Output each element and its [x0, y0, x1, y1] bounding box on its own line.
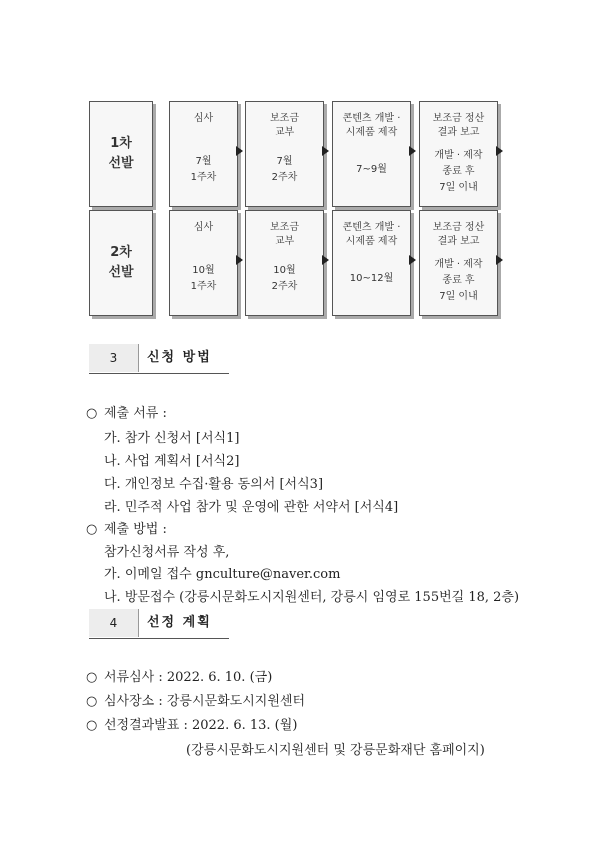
- text-line: [86, 666, 272, 685]
- circle-bullet-icon: ○: [86, 694, 98, 709]
- step-text: 시제품 제작: [345, 127, 398, 138]
- text-line: [104, 541, 229, 560]
- text-line: [186, 739, 485, 758]
- schedule-step-box: [419, 101, 498, 207]
- line-text: 다. 개인정보 수집·활용 동의서 [서식3]: [104, 477, 324, 492]
- section-underline: [89, 638, 229, 639]
- schedule-step-box: [169, 210, 238, 316]
- section-title: 선정 계획: [147, 615, 212, 630]
- text-line: [104, 496, 398, 515]
- line-text: 제출 방법 :: [104, 522, 167, 537]
- flow-arrow-icon: [409, 255, 416, 265]
- flow-arrow-icon: [409, 146, 416, 156]
- step-text: 7일 이내: [439, 291, 478, 302]
- step-text: 7일 이내: [439, 182, 478, 193]
- step-text: 1주차: [190, 281, 217, 292]
- text-line: [104, 586, 519, 605]
- section-3-heading: [89, 344, 229, 374]
- flow-arrow-icon: [496, 255, 503, 265]
- text-line: [86, 690, 305, 709]
- line-text: 나. 방문접수 (강릉시문화도시지원센터, 강릉시 임영로 155번길 18, 2층): [104, 590, 520, 605]
- circle-bullet-icon: ○: [86, 670, 98, 685]
- line-text: 나. 사업 계획서 [서식2]: [104, 454, 240, 469]
- text-line: [86, 714, 297, 733]
- stage-label: [90, 243, 152, 283]
- step-text: 콘텐츠 개발 ·: [342, 113, 401, 124]
- step-text: 심사: [193, 222, 214, 233]
- stage-label-line: 2차: [110, 245, 132, 260]
- step-text: 7월: [195, 156, 212, 167]
- circle-bullet-icon: ○: [86, 718, 98, 733]
- text-line: [86, 518, 167, 537]
- stage-label-line: 선발: [108, 265, 134, 280]
- text-line: [104, 450, 239, 469]
- step-text: 보조금: [270, 222, 299, 233]
- line-text: 가. 이메일 접수 gnculture@naver.com: [104, 567, 341, 582]
- step-text: 2주차: [271, 281, 298, 292]
- circle-bullet-icon: ○: [86, 406, 98, 421]
- flow-arrow-icon: [236, 255, 243, 265]
- section-title: 신청 방법: [147, 350, 212, 365]
- flow-arrow-icon: [322, 146, 329, 156]
- step-text: 교부: [274, 127, 295, 138]
- stage-label-box: [89, 210, 153, 316]
- step-text: 시제품 제작: [345, 236, 398, 247]
- step-text: 개발 · 제작: [434, 150, 483, 161]
- step-text: 7~9월: [356, 164, 387, 175]
- schedule-step-box: [169, 101, 238, 207]
- stage-label-line: 1차: [110, 136, 132, 151]
- stage-label-box: [89, 101, 153, 207]
- flow-arrow-icon: [322, 255, 329, 265]
- section-number: 4: [89, 609, 139, 637]
- stage-label: [90, 134, 152, 174]
- step-text: 보조금: [270, 113, 299, 124]
- line-text: 서류심사 : 2022. 6. 10. (금): [104, 670, 273, 685]
- step-text: 종료 후: [442, 166, 475, 177]
- section-4-heading: [89, 609, 229, 639]
- step-text: 결과 보고: [437, 127, 480, 138]
- step-text: 10월: [273, 265, 296, 276]
- step-text: 1주차: [190, 172, 217, 183]
- line-text: 심사장소 : 강릉시문화도시지원센터: [104, 694, 306, 709]
- flow-arrow-icon: [496, 146, 503, 156]
- step-text: 개발 · 제작: [434, 259, 483, 270]
- section-number: 3: [89, 344, 139, 372]
- text-line: [104, 563, 340, 582]
- schedule-row: [89, 101, 509, 207]
- line-text: 제출 서류 :: [104, 406, 167, 421]
- text-line: [86, 402, 167, 421]
- step-text: 7월: [276, 156, 293, 167]
- step-text: 교부: [274, 236, 295, 247]
- step-text: 콘텐츠 개발 ·: [342, 222, 401, 233]
- step-text: 결과 보고: [437, 236, 480, 247]
- step-text: 10~12월: [349, 273, 394, 284]
- line-text: 라. 민주적 사업 참가 및 운영에 관한 서약서 [서식4]: [104, 500, 399, 515]
- schedule-step-box: [245, 101, 324, 207]
- text-line: [104, 427, 239, 446]
- schedule-step-box: [419, 210, 498, 316]
- schedule-step-box: [245, 210, 324, 316]
- step-text: 보조금 정산: [432, 222, 485, 233]
- stage-label-line: 선발: [108, 156, 134, 171]
- text-line: [104, 473, 323, 492]
- circle-bullet-icon: ○: [86, 522, 98, 537]
- step-text: 보조금 정산: [432, 113, 485, 124]
- line-text: 선정결과발표 : 2022. 6. 13. (월): [104, 718, 298, 733]
- step-text: 종료 후: [442, 275, 475, 286]
- line-text: (강릉시문화도시지원센터 및 강릉문화재단 홈페이지): [186, 743, 485, 758]
- flow-arrow-icon: [236, 146, 243, 156]
- step-text: 10월: [192, 265, 215, 276]
- step-text: 2주차: [271, 172, 298, 183]
- schedule-step-box: [332, 101, 411, 207]
- schedule-step-box: [332, 210, 411, 316]
- section-underline: [89, 373, 229, 374]
- schedule-row: [89, 210, 509, 316]
- line-text: 가. 참가 신청서 [서식1]: [104, 431, 240, 446]
- step-text: 심사: [193, 113, 214, 124]
- line-text: 참가신청서류 작성 후,: [104, 545, 230, 560]
